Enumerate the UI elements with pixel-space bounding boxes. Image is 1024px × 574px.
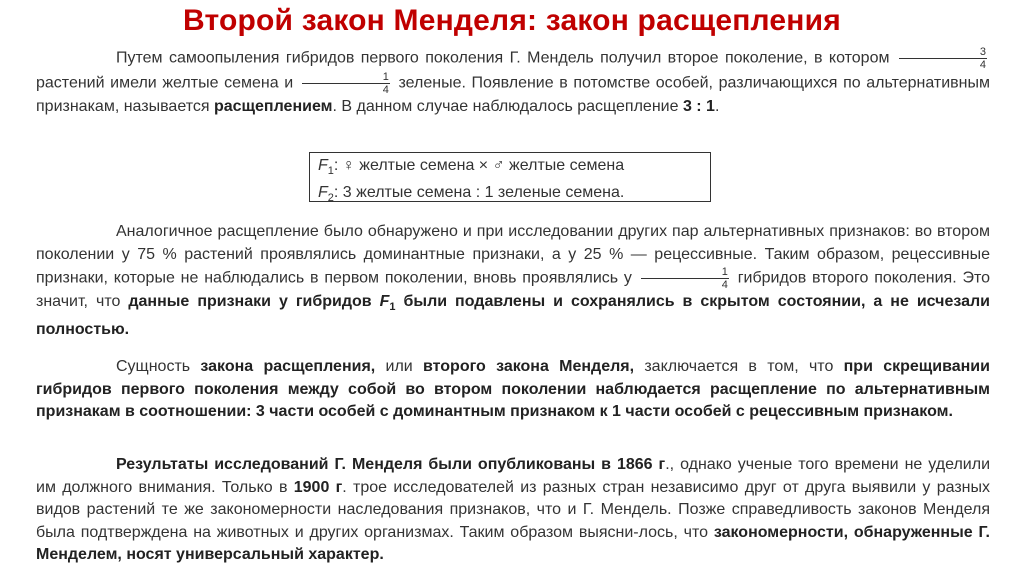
paragraph-recessive-traits (36, 221, 990, 341)
p3-text-c: заключается в том, что (644, 358, 834, 375)
p1-text-c: зеленые. Появление в потомстве особей, различающихся по альтернативным признакам, называется (36, 74, 990, 115)
p2-bold-a: данные признаки у гибридов (128, 293, 372, 310)
fraction-one-quarter: $\frac{1}{4}$ (302, 71, 390, 96)
p3-bold-c: при скрещивании гибридов первого поколения между собой во втором поколении наблюдается расщепление по альтернативным признакам в соотношении: 3 части особей с доминантным признаком к 1 части особей с рецессивным признаком. (36, 358, 990, 420)
p4-text-b: . трое исследователей из разных стран независимо друг от друга выявили у разных видов растений те же закономерности наследования признаков, что и Г. Мендель. Позже справедливость законов Менделя была подтверждена на животных и других организмах. Таким образом выясни-лось, что (36, 478, 990, 541)
paragraph-law-essence (36, 356, 990, 424)
fraction-one-quarter-2: $\frac{1}{4}$ (641, 266, 729, 291)
p3-text-a: Сущность (116, 358, 191, 375)
ratio-3-1: 3 : 1 (682, 98, 715, 115)
paragraph-splitting-definition (36, 46, 990, 119)
p2-text-b: гибридов второго поколения. Это значит, что (36, 269, 991, 310)
p3-text-b: или (385, 358, 413, 375)
p3-bold-b: второго закона Менделя, (423, 358, 635, 375)
p2-bold-sub: 1 (389, 301, 396, 314)
p4-bold-c: закономерности, обнаруженные Г. Менделем, носят универсальный характер. (36, 523, 990, 563)
p1-text-d: . В данном случае наблюдалось расщепление (332, 98, 679, 115)
p2-bold-f: F (379, 293, 390, 310)
p1-text-a: Путем самоопыления гибридов первого поколения Г. Мендель получил второе поколение, в котором (116, 49, 890, 67)
p4-bold-a: Результаты исследований Г. Менделя были опубликованы в 1866 г (116, 456, 666, 473)
fraction-three-quarters: $\frac{3}{4}$ (899, 46, 987, 71)
p1-text-b: растений имели желтые семена и (36, 74, 294, 92)
cross-line-f2: $F_2$: 3 желтые семена : 1 зеленые семена. (318, 184, 625, 205)
p4-bold-b: 1900 г (293, 478, 343, 496)
p4-text-a: ., однако ученые того времени не уделили им должного внимания. Только в (36, 456, 991, 496)
term-splitting: расщеплением (213, 98, 333, 115)
cross-line-f1: $F_1$: ♀ желтые семена × ♂ желтые семена (318, 157, 625, 178)
p2-text-a: Аналогичное расщепление было обнаружено и при исследовании других пар альтернативных признаков: во втором поколении у 75 % растений проявлялись доминантные признаки, а у 25 % — рецессивные. Таким образом, рецессивные признаки, которые не наблюдались в первом поколении, вновь проявлялись у (36, 223, 990, 287)
p3-bold-a: закона расщепления, (200, 358, 376, 375)
p2-bold-b: были подавлены и сохранялись в скрытом состоянии, а не исчезали полностью. (36, 293, 990, 338)
p1-text-e: . (714, 98, 720, 115)
cross-scheme-box (309, 152, 711, 205)
slide-title: Второй закон Менделя: закон расщепления (183, 4, 841, 37)
paragraph-publication-history (36, 454, 990, 567)
